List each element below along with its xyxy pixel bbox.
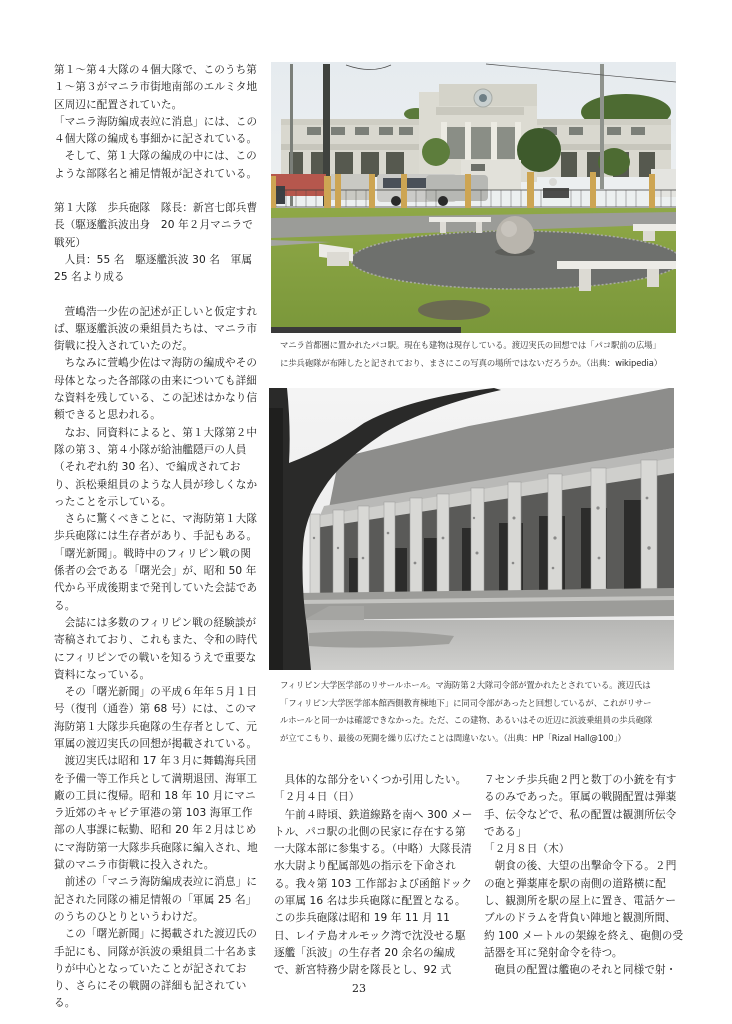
paragraph: 具体的な部分をいくつか引用したい。 bbox=[284, 774, 467, 786]
diary-quote: 朝食の後、大望の出撃命令下る。２門の砲と弾薬庫を駅の南側の道路横に配し、観測所を駅の屋上に置き、電話ケーブルのドラムを背負い陣地と観測所間、約 100 メートルの架線を終え、砲側の受話器を耳に発射命令を待つ。 bbox=[484, 860, 684, 959]
paragraph: そして、第１大隊の編成の中には、このような部隊名と補足情報が記されている。 bbox=[54, 150, 258, 180]
caption-line: が立てこもり、最後の死闘を繰り広げたことは間違いない。（出典：HP「Rizal Hall@100」） bbox=[280, 732, 626, 743]
paragraph: ちなみに萱嶋少佐はマ海防の編成やその母体となった各部隊の由来についても詳細な資料を残している、この記述はかなり信頼できると思われる。 bbox=[54, 357, 258, 422]
diary-quote: 午前４時頃、鉄道線路を南へ 300 メートル、パコ駅の北側の民家に存在する第一大隊本部に参集する。（中略）大隊長清水大尉より配属部処の指示を下命される。我々第 103 工作部および函館ドックの軍属 16 名は歩兵砲隊に配置となる。この歩兵砲隊は昭和 19 年 11 月 11 日、レイテ島オルモック湾で沈没せる駆逐艦「浜波」の生存者 20 余名の編成で、新宮特務少尉を隊長とし、92 式 bbox=[274, 808, 473, 977]
paco-station-image bbox=[271, 62, 676, 333]
paragraph: この「曙光新聞」に掲載された渡辺氏の手記にも、同隊が浜波の乗組員二十名あまりが中心となっていたことが記されており、さらにその戦闘の詳細も記されている。 bbox=[54, 928, 258, 1010]
unit-roster-entry: 人員：55 名 駆逐艦浜波 30 名 軍属 25 名より成る bbox=[54, 253, 253, 284]
caption-line: マニラ首都圏に置かれたパコ駅。現在も建物は現存している。渡辺実氏の回想では「パコ駅前の広場」 bbox=[280, 340, 661, 350]
paragraph: 会誌には多数のフィリピン戦の経験談が寄稿されており、これもまた、令和の時代にフィリピンでの戦いを知るうえで重要な資料になっている。 bbox=[54, 616, 258, 681]
middle-text-column bbox=[274, 772, 474, 980]
diary-quote: ７センチ歩兵砲２門と数丁の小銃を有するのみであった。軍属の戦闘配置は弾薬手、伝令などで、私の配置は観測所伝令である」 bbox=[484, 774, 677, 838]
rizal-hall-caption bbox=[280, 677, 680, 747]
paragraph: 第１～第４大隊の４個大隊で、このうち第１～第３がマニラ市街地南部のエルミタ地区周辺に配置されていた。 bbox=[54, 64, 258, 111]
paco-station-caption bbox=[280, 337, 680, 372]
paragraph: さらに驚くべきことに、マ海防第１大隊歩兵砲隊には生存者があり、手記もある。 bbox=[54, 513, 258, 543]
caption-line: 「フィリピン大学医学部本館西側教育棟地下」に同司令部があったと回想しているが、これがリサー bbox=[280, 697, 652, 708]
paragraph: 「曙光新聞」。戦時中のフィリピン戦の関係者の会である「曙光会」が、昭和 50 年代から平成後期まで発刊していた会誌である。 bbox=[54, 547, 258, 612]
caption-line: ルホールと同一かは確認できなかった。ただ、この建物、あるいはその近辺に浜波乗組員の歩兵砲隊 bbox=[280, 715, 653, 725]
paragraph: 渡辺実氏は昭和 17 年３月に舞鶴海兵団を予備一等工作兵として満期退団、海軍工廠の工員に復帰。昭和 18 年 10 月にマニラ近郊のキャビテ軍港の第 103 海軍工作部の人事課に転勤、昭和 20 年２月はじめにマ海防第一大隊歩兵砲隊に編入され、地獄のマニラ市街戦に投入された。 bbox=[54, 755, 258, 872]
diary-date-heading: 「２月４日（日） bbox=[274, 791, 360, 804]
paragraph: 萱嶋浩一少佐の記述が正しいと仮定すれば、駆逐艦浜波の乗組員たちは、マニラ市街戦に投入されていたのだ。 bbox=[54, 305, 258, 353]
paco-station-photo bbox=[271, 62, 676, 333]
left-text-column bbox=[54, 62, 260, 1013]
page-number: 23 bbox=[352, 982, 366, 995]
paragraph: 前述の「マニラ海防編成表竝に消息」に記された同隊の補足情報の「軍属 25 名」のうちのひとりというわけだ。 bbox=[54, 876, 258, 923]
paragraph: 「マニラ海防編成表竝に消息」には、この４個大隊の編成も事細かに記されている。 bbox=[54, 115, 258, 146]
paragraph: なお、同資料によると、第１大隊第２中隊の第３、第４小隊が給油艦隠戸の人員（それぞれ約 30 名）、で編成されており、浜松乗組員のような人員が珍しくなかったことを示している。 bbox=[54, 426, 258, 508]
paragraph: その「曙光新聞」の平成６年年５月１日号（復刊（通巻）第 68 号）には、このマ海防第１大隊歩兵砲隊の生存者として、元軍属の渡辺実氏の回想が掲載されている。 bbox=[54, 686, 258, 750]
unit-roster-entry: 第１大隊 歩兵砲隊 隊長：新宮七郎兵曹長（駆逐艦浜波出身 20 年２月マニラで戦死） bbox=[54, 202, 258, 249]
caption-line: に歩兵砲隊が布陣したと記されており、まさにこの写真の場所ではないだろうか。（出典：wikipedia） bbox=[280, 357, 663, 368]
right-text-column bbox=[484, 772, 684, 980]
rizal-hall-image bbox=[269, 388, 674, 670]
caption-line: フィリピン大学医学部のリサールホール。マ海防第２大隊司令部が置かれたとされている。渡辺氏は bbox=[280, 680, 651, 690]
rizal-hall-photo bbox=[269, 388, 674, 670]
diary-date-heading: 「２月８日（木） bbox=[484, 843, 570, 856]
diary-quote: 砲員の配置は艦砲のそれと同様で射・ bbox=[494, 964, 677, 977]
